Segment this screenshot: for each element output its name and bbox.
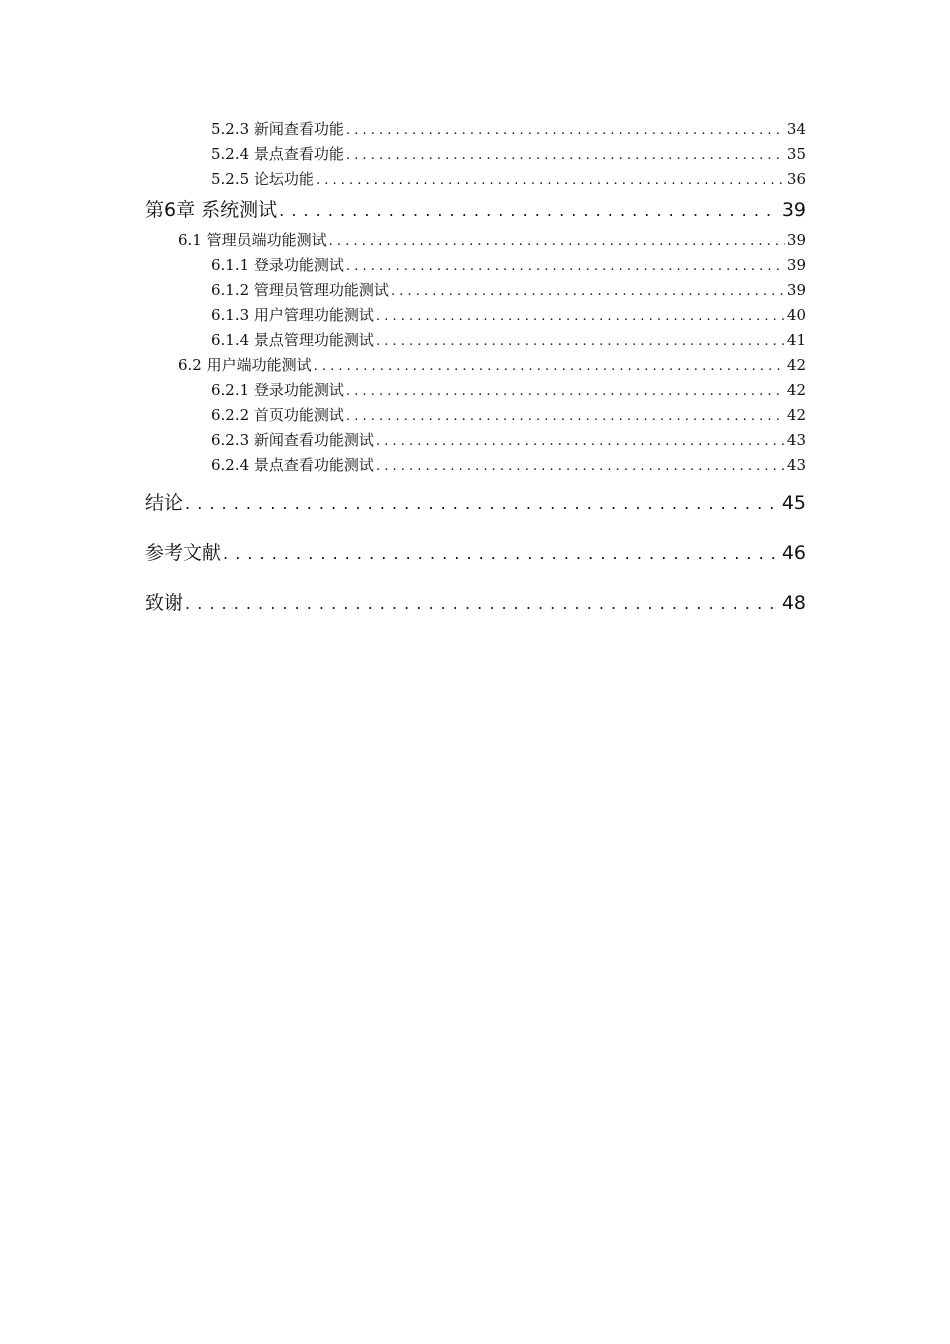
toc-entry-6-1-4[interactable]: [145, 328, 806, 353]
toc-entry-title: 5.2.4 景点查看功能: [211, 145, 344, 163]
toc-entry-title: 第6章 系统测试: [145, 199, 278, 221]
dot-leader: [376, 428, 785, 454]
toc-entry-title: 6.1.1 登录功能测试: [211, 256, 344, 274]
toc-entry-title: 参考文献: [145, 542, 222, 564]
toc-entry-acknowledgements[interactable]: [145, 578, 806, 628]
toc-entry-chapter-6[interactable]: [145, 192, 806, 228]
toc-entry-title: 结论: [145, 492, 184, 514]
dot-leader: [346, 403, 785, 429]
toc-entry-title: 6.2.1 登录功能测试: [211, 381, 344, 399]
toc-entry-title: 5.2.3 新闻查看功能: [211, 120, 344, 138]
toc-entry-title: 6.2.4 景点查看功能测试: [211, 456, 374, 474]
dot-leader: [316, 167, 785, 193]
toc-entry-5-2-5[interactable]: [145, 167, 806, 192]
toc-entry-page: 39: [786, 281, 806, 299]
toc-entry-6-2-3[interactable]: [145, 428, 806, 453]
dot-leader: [376, 303, 785, 329]
toc-entry-title: 6.2.3 新闻查看功能测试: [211, 431, 374, 449]
toc-entry-references[interactable]: [145, 528, 806, 578]
toc-entry-title: 6.1.3 用户管理功能测试: [211, 306, 374, 324]
toc-entry-title: 6.2 用户端功能测试: [178, 356, 312, 374]
toc-entry-6-2-4[interactable]: [145, 453, 806, 478]
toc-entry-page: 35: [786, 145, 806, 163]
dot-leader: [346, 142, 785, 168]
toc-entry-title: 6.2.2 首页功能测试: [211, 406, 344, 424]
toc-entry-page: 40: [786, 306, 806, 324]
dot-leader: [329, 228, 785, 254]
toc-entry-5-2-3[interactable]: [145, 117, 806, 142]
dot-leader: [314, 353, 785, 379]
toc-entry-6-1[interactable]: [145, 228, 806, 253]
toc-entry-page: 34: [786, 120, 806, 138]
toc-entry-6-2-2[interactable]: [145, 403, 806, 428]
toc-entry-page: 39: [781, 199, 806, 221]
toc-entry-6-2-1[interactable]: [145, 378, 806, 403]
toc-entry-page: 43: [786, 456, 806, 474]
dot-leader: [391, 278, 785, 304]
dot-leader: [279, 192, 780, 229]
toc-entry-title: 5.2.5 论坛功能: [211, 170, 314, 188]
toc-entry-page: 46: [781, 542, 806, 564]
dot-leader: [376, 453, 785, 479]
toc-entry-conclusion[interactable]: [145, 478, 806, 528]
toc-entry-page: 42: [786, 381, 806, 399]
toc-entry-page: 42: [786, 406, 806, 424]
toc-entry-6-2[interactable]: [145, 353, 806, 378]
toc-entry-6-1-3[interactable]: [145, 303, 806, 328]
toc-entry-page: 42: [786, 356, 806, 374]
dot-leader: [223, 528, 780, 579]
toc-entry-page: 41: [786, 331, 806, 349]
toc-entry-page: 48: [781, 592, 806, 614]
dot-leader: [185, 478, 780, 529]
toc-entry-page: 36: [786, 170, 806, 188]
dot-leader: [346, 253, 785, 279]
toc-entry-title: 6.1.4 景点管理功能测试: [211, 331, 374, 349]
toc-entry-page: 39: [786, 231, 806, 249]
toc-entry-6-1-2[interactable]: [145, 278, 806, 303]
toc-entry-page: 43: [786, 431, 806, 449]
dot-leader: [376, 328, 785, 354]
table-of-contents: [145, 117, 806, 628]
toc-entry-6-1-1[interactable]: [145, 253, 806, 278]
toc-entry-title: 6.1 管理员端功能测试: [178, 231, 327, 249]
dot-leader: [185, 578, 780, 629]
dot-leader: [346, 378, 785, 404]
toc-entry-5-2-4[interactable]: [145, 142, 806, 167]
toc-entry-title: 致谢: [145, 592, 184, 614]
toc-entry-title: 6.1.2 管理员管理功能测试: [211, 281, 389, 299]
toc-entry-page: 39: [786, 256, 806, 274]
toc-entry-page: 45: [781, 492, 806, 514]
dot-leader: [346, 117, 785, 143]
